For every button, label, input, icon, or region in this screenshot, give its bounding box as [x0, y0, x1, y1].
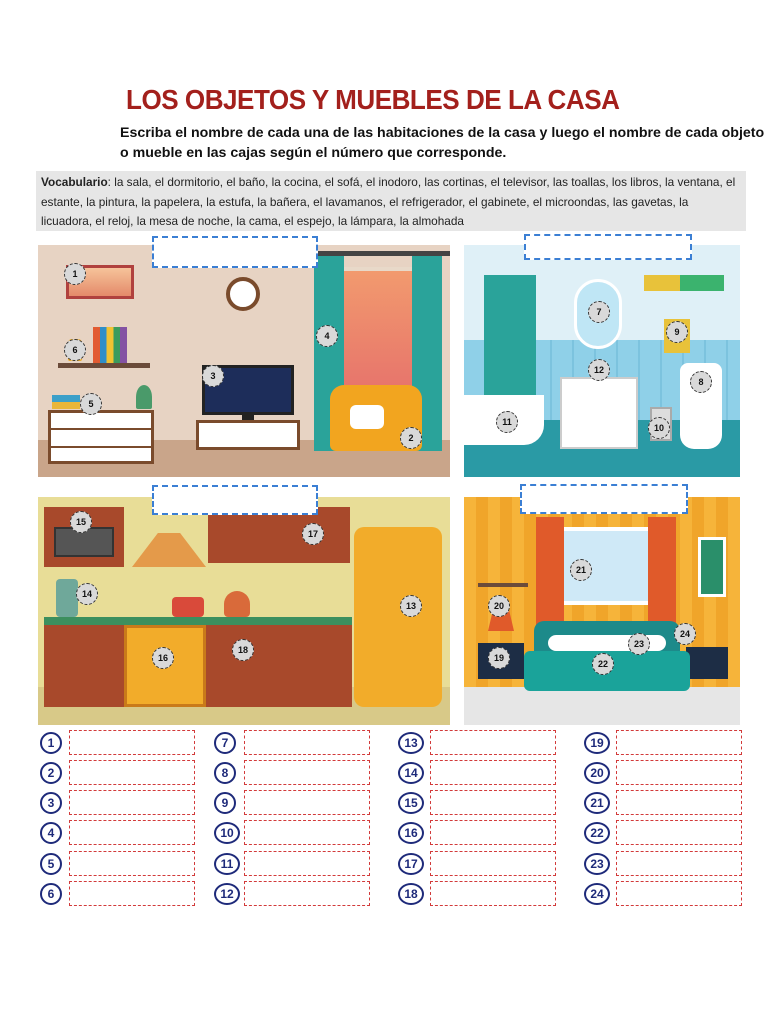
bed-label-20: 20	[488, 595, 510, 617]
answer-number-14: 14	[398, 762, 424, 784]
wall-shelf	[478, 583, 528, 587]
vocabulary-text: : la sala, el dormitorio, el baño, la cocina, el sofá, el inodoro, las cortinas, el televisor, las toallas, los libros, la ventana, el estante, la pintura, la papelera, la estufa, la bañera, el lavamanos, el refrigerador, el gabinete, el microondas, las gavetas, la licuadora, el reloj, la mesa de noche, la cama, el espejo, la lámpara, la almohada	[41, 175, 736, 228]
bedroom-name-box[interactable]	[520, 484, 688, 514]
bed-label-19: 19	[488, 647, 510, 669]
kitchen-label-15: 15	[70, 511, 92, 533]
answer-number-6: 6	[40, 883, 62, 905]
living-label-6: 6	[64, 339, 86, 361]
wall-cabinets	[208, 507, 350, 563]
living-room-name-box[interactable]	[152, 236, 318, 268]
drawers	[48, 410, 154, 464]
answer-number-11: 11	[214, 853, 240, 875]
answer-box-13[interactable]	[430, 730, 556, 755]
kitchen-label-18: 18	[232, 639, 254, 661]
range-hood	[132, 533, 206, 567]
shelf	[58, 363, 150, 368]
answer-box-16[interactable]	[430, 820, 556, 845]
kettle	[224, 591, 250, 617]
living-label-5: 5	[80, 393, 102, 415]
answer-number-10: 10	[214, 822, 240, 844]
bathroom-illustration	[464, 245, 740, 477]
answer-number-19: 19	[584, 732, 610, 754]
bed-label-22: 22	[592, 653, 614, 675]
living-room-illustration	[38, 245, 450, 477]
answer-number-16: 16	[398, 822, 424, 844]
bath-label-10: 10	[648, 417, 670, 439]
kitchen-illustration	[38, 497, 450, 725]
bath-label-9: 9	[666, 321, 688, 343]
answer-box-1[interactable]	[69, 730, 195, 755]
kitchen-label-13: 13	[400, 595, 422, 617]
answer-box-6[interactable]	[69, 881, 195, 906]
bedroom-curtain-left	[536, 517, 564, 627]
answer-box-18[interactable]	[430, 881, 556, 906]
answer-box-23[interactable]	[616, 851, 742, 876]
instructions: Escriba el nombre de cada una de las habitaciones de la casa y luego el nombre de cada objeto o mueble en las cajas según el número que corresponde.	[120, 125, 765, 161]
pot	[172, 597, 204, 617]
bed-label-21: 21	[570, 559, 592, 581]
bed-label-23: 23	[628, 633, 650, 655]
answer-box-7[interactable]	[244, 730, 370, 755]
kitchen-label-16: 16	[152, 647, 174, 669]
kitchen-label-17: 17	[302, 523, 324, 545]
answer-number-23: 23	[584, 853, 610, 875]
towel-shelf	[644, 275, 724, 291]
page-title: LOS OBJETOS Y MUEBLES DE LA CASA	[126, 84, 620, 115]
refrigerator	[354, 527, 442, 707]
bath-label-8: 8	[690, 371, 712, 393]
answer-number-8: 8	[214, 762, 236, 784]
counter	[44, 617, 352, 625]
answer-number-1: 1	[40, 732, 62, 754]
bedroom-illustration	[464, 497, 740, 725]
bed-label-24: 24	[674, 623, 696, 645]
answer-number-20: 20	[584, 762, 610, 784]
answer-box-22[interactable]	[616, 820, 742, 845]
answer-number-2: 2	[40, 762, 62, 784]
answer-box-3[interactable]	[69, 790, 195, 815]
answer-number-17: 17	[398, 853, 424, 875]
answer-box-2[interactable]	[69, 760, 195, 785]
living-label-1: 1	[64, 263, 86, 285]
answer-box-17[interactable]	[430, 851, 556, 876]
vocabulary-label: Vocabulario	[41, 175, 108, 189]
living-label-3: 3	[202, 365, 224, 387]
bath-label-11: 11	[496, 411, 518, 433]
answer-number-3: 3	[40, 792, 62, 814]
answer-box-5[interactable]	[69, 851, 195, 876]
answer-box-8[interactable]	[244, 760, 370, 785]
answer-box-12[interactable]	[244, 881, 370, 906]
answer-number-7: 7	[214, 732, 236, 754]
living-label-2: 2	[400, 427, 422, 449]
bath-label-7: 7	[588, 301, 610, 323]
answer-box-20[interactable]	[616, 760, 742, 785]
blender	[56, 579, 78, 617]
towels	[52, 395, 80, 409]
answer-number-4: 4	[40, 822, 62, 844]
wall-picture	[698, 537, 726, 597]
answer-number-9: 9	[214, 792, 236, 814]
answer-number-21: 21	[584, 792, 610, 814]
bedroom-curtain-right	[648, 517, 676, 627]
answer-number-15: 15	[398, 792, 424, 814]
tv-cabinet	[196, 420, 300, 450]
clock	[219, 270, 267, 318]
bath-label-12: 12	[588, 359, 610, 381]
answer-number-18: 18	[398, 883, 424, 905]
nightstand-right	[686, 647, 728, 679]
answer-number-5: 5	[40, 853, 62, 875]
answer-box-24[interactable]	[616, 881, 742, 906]
answer-box-10[interactable]	[244, 820, 370, 845]
bathroom-name-box[interactable]	[524, 234, 692, 260]
answer-number-12: 12	[214, 883, 240, 905]
answer-box-21[interactable]	[616, 790, 742, 815]
answer-number-22: 22	[584, 822, 610, 844]
plant	[136, 385, 152, 409]
kitchen-name-box[interactable]	[152, 485, 318, 515]
sink-cabinet	[560, 377, 638, 449]
answer-box-15[interactable]	[430, 790, 556, 815]
books	[93, 327, 127, 363]
answer-box-9[interactable]	[244, 790, 370, 815]
kitchen-label-14: 14	[76, 583, 98, 605]
living-label-4: 4	[316, 325, 338, 347]
answer-number-24: 24	[584, 883, 610, 905]
answer-box-14[interactable]	[430, 760, 556, 785]
vocabulary-box	[36, 171, 746, 231]
answer-box-19[interactable]	[616, 730, 742, 755]
answer-number-13: 13	[398, 732, 424, 754]
answer-box-4[interactable]	[69, 820, 195, 845]
answer-box-11[interactable]	[244, 851, 370, 876]
